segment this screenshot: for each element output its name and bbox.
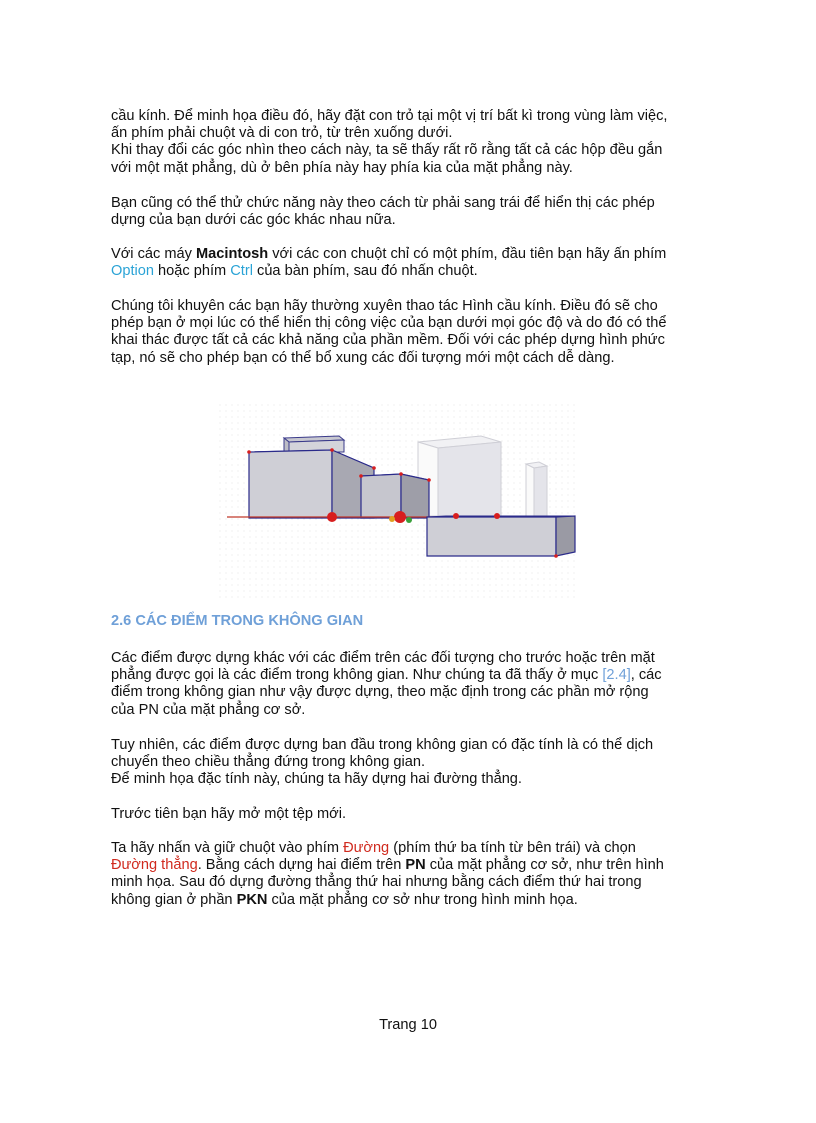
ctrl-key-term: Ctrl (230, 263, 253, 280)
pn-bold: PN (405, 857, 426, 874)
text-line: dựng của bạn dưới các góc khác nhau nữa. (111, 212, 396, 229)
section-number: 2.6 (111, 613, 132, 629)
paragraph-2 (111, 195, 711, 229)
text-line: chuyển theo chiều thẳng đứng trong không gian. (111, 754, 426, 771)
paragraph-8 (111, 840, 711, 909)
text-line: với một mặt phẳng, dù ở bên phía này hay phía kia của mặt phẳng này. (111, 159, 573, 176)
macintosh-bold: Macintosh (196, 246, 269, 262)
box-top-back (284, 436, 344, 452)
text-span: Với các máy (111, 246, 196, 262)
text-line (111, 892, 711, 909)
text-line: ấn phím phải chuột và di con trỏ, từ trên xuống dưới. (111, 125, 453, 142)
text-line: Bạn cũng có thể thử chức năng này theo cách từ phải sang trái để hiển thị các phép (111, 195, 655, 211)
text-line: tạp, nó sẽ cho phép bạn có thể bổ xung các đối tượng mới một cách dễ dàng. (111, 349, 615, 366)
text-line (111, 857, 711, 874)
text-span: hoặc phím (154, 263, 231, 280)
box-large-left (249, 450, 374, 518)
text-line: điểm trong không gian như vậy được dựng, theo mặc định trong các phần mở rộng (111, 684, 649, 701)
text-line: của PN của mặt phẳng cơ sở. (111, 701, 306, 718)
text-line: minh họa. Sau đó dựng đường thẳng thứ hai nhưng bằng cách điểm thứ hai trong (111, 874, 642, 891)
text-span: của mặt phẳng cơ sở như trong hình minh họa. (267, 891, 578, 908)
paragraph-4 (111, 298, 711, 367)
section-heading (111, 613, 363, 629)
box-lower-right (427, 516, 575, 556)
pkn-bold: PKN (236, 891, 268, 908)
text-span: với các con chuột chỉ có một phím, đầu tiên bạn hãy ấn phím (268, 246, 667, 262)
text-line (111, 246, 711, 263)
text-span: của bàn phím, sau đó nhấn chuột. (252, 263, 478, 280)
text-line (111, 263, 711, 280)
duong-thang-term: Đường thẳng (111, 857, 198, 874)
text-span: (phím thứ ba tính từ bên trái) và chọn (389, 840, 636, 856)
boxes-illustration (219, 404, 579, 600)
text-span: không gian ở phần (111, 891, 237, 908)
duong-tool-term: Đường (343, 840, 390, 856)
page-number: Trang 10 (379, 1017, 437, 1033)
text-line: Các điểm được dựng khác với các điểm trên các đối tượng cho trước hoặc trên mặt (111, 650, 655, 666)
text-line: phép bạn ở mọi lúc có thể hiển thị công việc của bạn dưới mọi góc độ và do đó có thể (111, 315, 667, 332)
text-line: Chúng tôi khuyên các bạn hãy thường xuyên thao tác Hình cầu kính. Điều đó sẽ cho (111, 298, 658, 314)
text-line (111, 667, 711, 684)
text-span: Ta hãy nhấn và giữ chuột vào phím (111, 840, 344, 856)
text-span: của mặt phẳng cơ sở, như trên hình (425, 857, 664, 874)
paragraph-7 (111, 806, 711, 823)
paragraph-5 (111, 650, 711, 719)
intro-paragraph (111, 108, 711, 177)
text-line: cầu kính. Để minh họa điều đó, hãy đặt con trỏ tại một vị trí bất kì trong vùng làm việc, (111, 108, 668, 124)
text-line: khai thác được tất cả các khả năng của phần mềm. Đối với các phép dựng hình phức (111, 332, 665, 349)
text-span: , các (630, 667, 662, 684)
text-line (111, 840, 711, 857)
box-middle (361, 474, 429, 518)
text-span: phẳng được gọi là các điểm trong không gian. Như chúng ta đã thấy ở mục (111, 667, 603, 684)
paragraph-6 (111, 737, 711, 789)
paragraph-3 (111, 246, 711, 280)
section-title: CÁC ĐIỂM TRONG KHÔNG GIAN (131, 613, 364, 629)
ghost-box-tall (418, 436, 501, 516)
text-span: . Bằng cách dựng hai điểm trên (197, 857, 406, 874)
text-line: Khi thay đổi các góc nhìn theo cách này, ta sẽ thấy rất rõ rằng tất cả các hộp đều gắn (111, 142, 663, 159)
text-line: Để minh họa đặc tính này, chúng ta hãy dựng hai đường thẳng. (111, 771, 522, 788)
option-key-term: Option (111, 263, 154, 280)
text-line: Trước tiên bạn hãy mở một tệp mới. (111, 806, 347, 822)
ghost-box-right (526, 462, 547, 516)
section-reference-link[interactable]: [2.4] (602, 667, 631, 684)
text-line: Tuy nhiên, các điểm được dựng ban đầu trong không gian có đặc tính là có thể dịch (111, 737, 654, 753)
